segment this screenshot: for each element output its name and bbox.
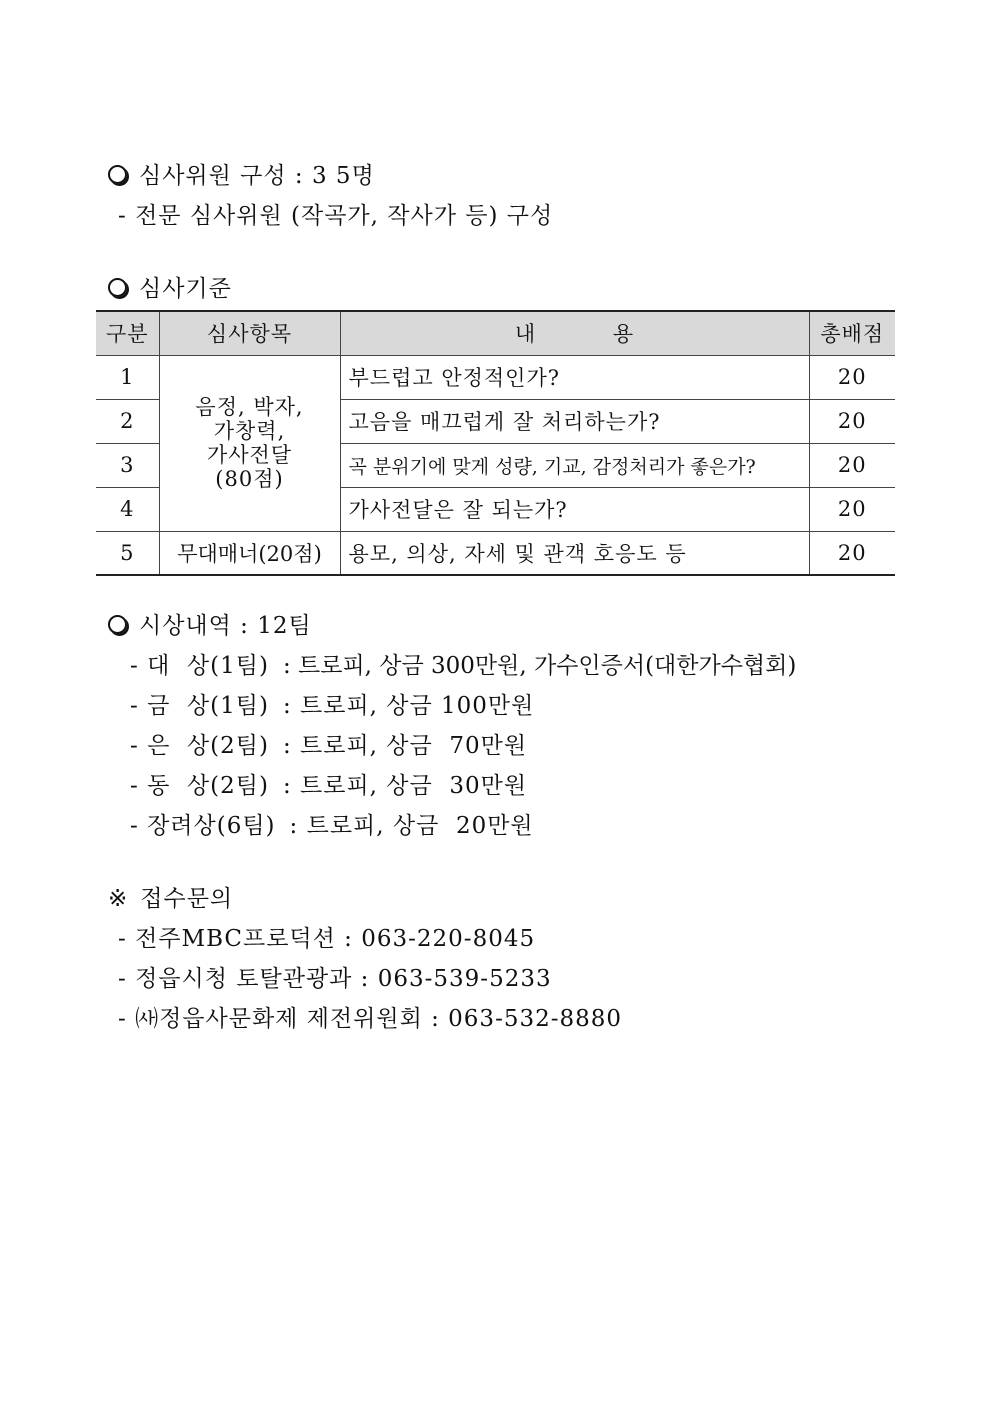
award-prize: : 트로피, 상금 20만원 — [289, 813, 534, 839]
contact-heading — [108, 884, 233, 914]
award-item — [130, 651, 796, 681]
table-header-row — [96, 311, 895, 355]
award-name: - 동 상(2팀) — [130, 773, 269, 799]
award-name: - 대 상(1팀) — [130, 653, 269, 679]
award-prize: : 트로피, 상금 30만원 — [282, 773, 528, 799]
row-content: 곡 분위기에 맞게 성량, 기교, 감정처리가 좋은가? — [340, 443, 809, 487]
column-header-score: 총배점 — [809, 311, 895, 355]
circle-bullet-icon — [108, 165, 127, 184]
row-score: 20 — [809, 355, 895, 399]
contact-item: - 정읍시청 토탈관광과 : 063-539-5233 — [118, 966, 552, 992]
awards-heading-text: 시상내역 : 12팀 — [139, 613, 312, 639]
row-content: 용모, 의상, 자세 및 관객 호응도 등 — [340, 531, 809, 575]
award-item — [130, 731, 527, 761]
column-header-content: 내 용 — [340, 311, 809, 355]
circle-bullet-icon — [108, 278, 127, 297]
row-no: 2 — [96, 399, 159, 443]
row-content: 부드럽고 안정적인가? — [340, 355, 809, 399]
award-item — [130, 691, 534, 721]
award-name: - 은 상(2팀) — [130, 733, 269, 759]
award-item — [130, 811, 534, 841]
contact-heading-text: 접수문의 — [140, 886, 234, 912]
composition-detail: - 전문 심사위원 (작곡가, 작사가 등) 구성 — [118, 203, 554, 229]
criteria-heading — [108, 274, 232, 304]
row-no: 4 — [96, 487, 159, 531]
criteria-table — [96, 310, 895, 576]
award-name: - 금 상(1팀) — [130, 693, 269, 719]
table-row — [96, 531, 895, 575]
row-item-merged: 음정, 박자, 가창력, 가사전달 (80점) — [159, 355, 340, 531]
row-score: 20 — [809, 487, 895, 531]
column-header-no: 구분 — [96, 311, 159, 355]
row-no: 1 — [96, 355, 159, 399]
awards-heading — [108, 611, 312, 641]
composition-heading-text: 심사위원 구성 : 3 5명 — [139, 163, 375, 189]
award-prize: : 트로피, 상금 100만원 — [282, 693, 535, 719]
reference-mark-icon: ※ — [108, 886, 129, 912]
table-row — [96, 355, 895, 399]
circle-bullet-icon — [108, 615, 127, 634]
row-score: 20 — [809, 399, 895, 443]
contact-item: - ㈔정읍사문화제 제전위원회 : 063-532-8880 — [118, 1006, 623, 1032]
row-no: 3 — [96, 443, 159, 487]
contact-item: - 전주MBC프로덕션 : 063-220-8045 — [118, 926, 536, 952]
award-item — [130, 771, 527, 801]
row-item: 무대매너(20점) — [159, 531, 340, 575]
row-score: 20 — [809, 531, 895, 575]
row-no: 5 — [96, 531, 159, 575]
row-content: 고음을 매끄럽게 잘 처리하는가? — [340, 399, 809, 443]
award-name: - 장려상(6팀) — [130, 813, 276, 839]
award-prize: : 트로피, 상금 70만원 — [282, 733, 528, 759]
criteria-heading-text: 심사기준 — [139, 276, 232, 302]
column-header-item: 심사항목 — [159, 311, 340, 355]
composition-heading — [108, 161, 375, 191]
award-prize: : 트로피, 상금 300만원, 가수인증서(대한가수협회) — [282, 653, 797, 679]
row-score: 20 — [809, 443, 895, 487]
row-content: 가사전달은 잘 되는가? — [340, 487, 809, 531]
